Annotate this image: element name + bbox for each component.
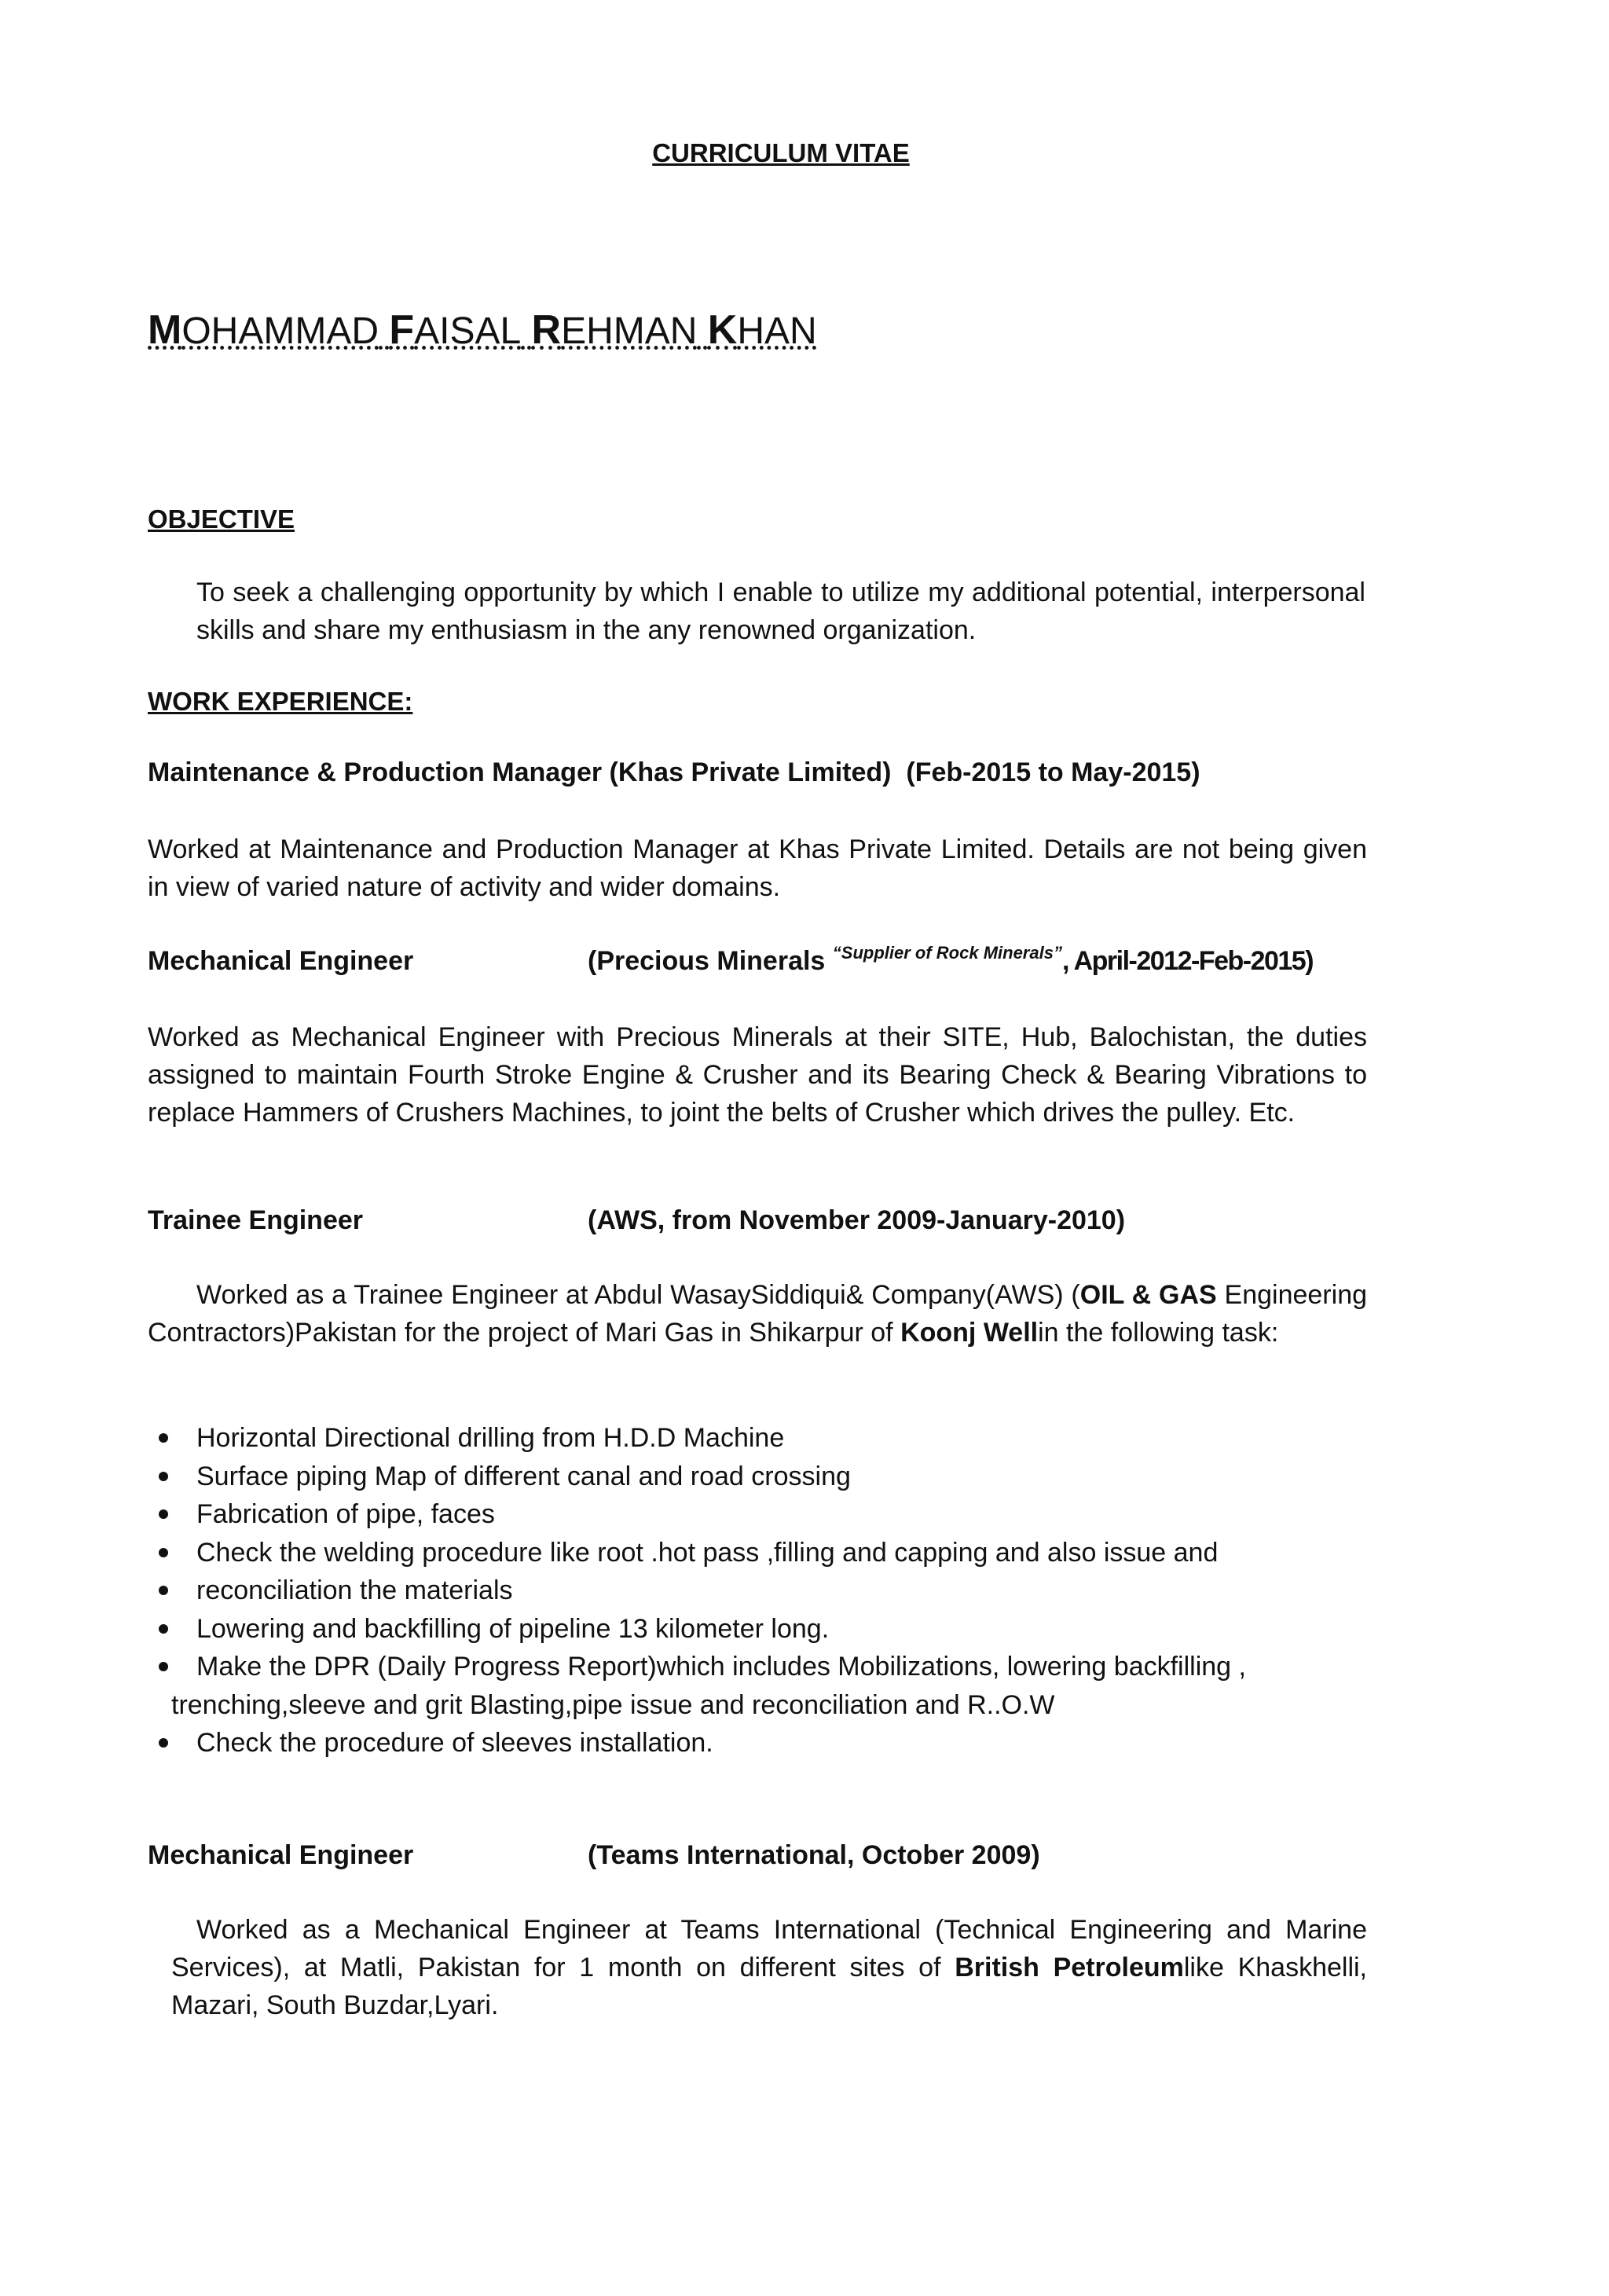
name-initial: F <box>389 307 415 353</box>
job-title-maintenance-manager: Maintenance & Production Manager (Khas Private Limited) (Feb-2015 to May-2015) <box>148 757 1200 787</box>
name-rest: HAN <box>737 310 817 352</box>
task-text: Fabrication of pipe, faces <box>196 1499 495 1529</box>
bullet-icon <box>159 1548 168 1557</box>
list-item <box>148 1648 1373 1724</box>
bullet-icon <box>159 1662 168 1671</box>
objective-heading: OBJECTIVE <box>148 504 295 534</box>
task-text: reconciliation the materials <box>196 1575 513 1605</box>
task-text: Lowering and backfilling of pipeline 13 kilometer long. <box>196 1613 830 1644</box>
bullet-icon <box>159 1472 168 1481</box>
task-text: Horizontal Directional drilling from H.D.D Machine <box>196 1423 785 1453</box>
name-rest: AISAL <box>414 310 522 352</box>
job-title: Mechanical Engineer <box>148 946 414 976</box>
name-rest: OHAMMAD <box>181 310 379 352</box>
name-initial: M <box>148 307 182 353</box>
job-title: Trainee Engineer <box>148 1205 363 1235</box>
list-item <box>148 1419 1373 1458</box>
job-company: (Precious Minerals <box>588 946 833 976</box>
list-item <box>148 1724 1373 1762</box>
task-text: Check the procedure of sleeves installation. <box>196 1728 713 1758</box>
desc-bold: Koonj Well <box>900 1318 1039 1348</box>
list-item <box>148 1458 1373 1496</box>
job-description-precious-minerals: Worked as Mechanical Engineer with Precious Minerals at their SITE, Hub, Balochistan, the duties assigned to maintain Fourth Stroke Engine & Crusher and its Bearing Check & Bearing Vibrations to replace Hammers of Crushers Machines, to joint the belts of Crusher which drives the pulley. Etc. <box>148 1022 1367 1128</box>
task-text: Check the welding procedure like root .hot pass ,filling and capping and also issue and <box>196 1537 1219 1568</box>
desc-bold: OIL & GAS <box>1079 1280 1217 1310</box>
job-detail: (AWS, from November 2009-January-2010) <box>588 1205 1126 1235</box>
list-item <box>148 1534 1373 1572</box>
job-description-trainee-engineer <box>148 1276 1367 1352</box>
job-heading-teams-international <box>148 1840 1373 1878</box>
job-detail <box>588 943 1314 977</box>
job-heading-trainee-engineer <box>148 1205 1373 1243</box>
task-text-continued: trenching,sleeve and grit Blasting,pipe issue and reconciliation and R..O.W <box>171 1689 1055 1720</box>
job-detail: (Teams International, October 2009) <box>588 1840 1040 1870</box>
job-description-maintenance-manager: Worked at Maintenance and Production Manager at Khas Private Limited. Details are not being given in view of varied nature of activity and wider domains. <box>148 834 1367 902</box>
objective-text: To seek a challenging opportunity by which I enable to utilize my additional potential, interpersonal skills and share my enthusiasm in the any renowned organization. <box>196 578 1365 645</box>
desc-text: Worked as a Mechanical Engineer at Teams International (Technical Engineering and Marine Services), at Matli, Pakistan for 1 month on different sites of <box>171 1915 1367 1982</box>
bullet-icon <box>159 1624 168 1634</box>
task-list <box>148 1419 1373 1762</box>
document-title: CURRICULUM VITAE <box>652 138 910 167</box>
work-experience-heading: WORK EXPERIENCE: <box>148 687 413 716</box>
list-item <box>148 1610 1373 1649</box>
name-initial: R <box>531 307 562 353</box>
job-heading-precious-minerals <box>148 943 1373 984</box>
task-text: Make the DPR (Daily Progress Report)which includes Mobilizations, lowering backfilling , <box>196 1652 1246 1682</box>
company-tagline: “Supplier of Rock Minerals” <box>832 943 1062 963</box>
bullet-icon <box>159 1433 168 1443</box>
list-item <box>148 1572 1373 1610</box>
desc-text: Engineering Contractors)Pakistan for the project of Mari Gas in Shikarpur of <box>148 1280 1368 1348</box>
desc-text: Worked as a Trainee Engineer at Abdul WasaySiddiqui& Company(AWS) ( <box>196 1280 1080 1310</box>
name-rest: EHMAN <box>561 310 698 352</box>
bullet-icon <box>159 1738 168 1748</box>
bullet-icon <box>159 1586 168 1595</box>
candidate-name <box>148 306 817 354</box>
list-item <box>148 1495 1373 1534</box>
job-title: Mechanical Engineer <box>148 1840 414 1870</box>
task-text: Surface piping Map of different canal and road crossing <box>196 1461 851 1491</box>
name-initial: K <box>707 307 738 353</box>
desc-bold: British Petroleum <box>955 1953 1184 1982</box>
job-description-teams-international <box>171 1911 1367 2024</box>
desc-text: like Khaskhelli, Mazari, South Buzdar,Lyari. <box>171 1953 1367 2020</box>
bullet-icon <box>159 1509 168 1519</box>
job-dates: , April-2012-Feb-2015) <box>1061 946 1314 976</box>
desc-text: in the following task: <box>1038 1318 1279 1348</box>
